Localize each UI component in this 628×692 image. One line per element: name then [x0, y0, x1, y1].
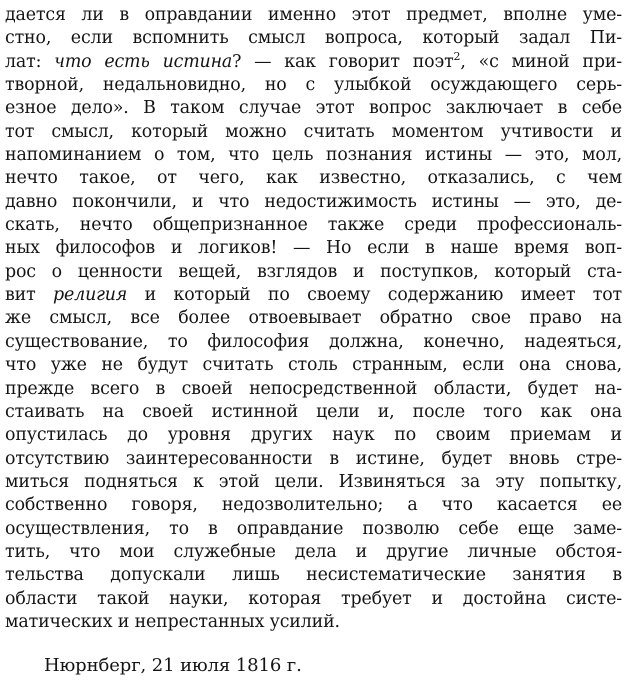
- text-line: опустилась до уровня других наук по своим приемам и: [5, 425, 622, 446]
- text-line: тот смысл, который можно считать моментом учтивости и: [5, 121, 622, 142]
- text-line: ных философов и логиков! — Но если в наше время воп-: [5, 238, 622, 259]
- text-line: давно покончили, и что недостижимость истины — это, де-: [5, 191, 622, 212]
- text-fragment: лат:: [5, 51, 55, 72]
- text-line: напоминанием о том, что цель познания истины — это, мол,: [5, 145, 622, 166]
- text-line: существование, то философия должна, конечно, надеяться,: [5, 331, 622, 352]
- text-line: тить, что мои служебные дела и другие личные обстоя-: [5, 541, 622, 562]
- text-line: области такой науки, которая требует и достойна систе-: [5, 588, 622, 609]
- footnote-marker: 2: [453, 50, 461, 63]
- text-line: стно, если вспомнить смысл вопроса, который задал Пи-: [5, 28, 622, 49]
- text-line: прежде всего в своей непосредственной области, будет на-: [5, 378, 622, 399]
- place-date-signature: Нюрнберг, 21 июля 1816 г.: [44, 655, 302, 676]
- text-line: миться подняться к этой цели. Извиняться за эту попытку,: [5, 471, 622, 492]
- text-line: нечто такое, от чего, как известно, отказались, с чем: [5, 168, 622, 189]
- text-line: скать, нечто общепризнанное также среди профессиональ-: [5, 215, 622, 236]
- text-line: [5, 284, 622, 307]
- text-line: собственно говоря, недозволительно; а что касается ее: [5, 495, 622, 516]
- text-line: отсутствию заинтересованности в истине, будет вновь стре-: [5, 448, 622, 469]
- text-line: дается ли в оправдании именно этот предмет, вполне уме-: [5, 5, 622, 25]
- text-fragment: и который по своему содержанию имеет тот: [127, 285, 622, 306]
- text-line: же смысл, все более отвоевывает обратно свое право на: [5, 308, 622, 329]
- italic-term: религия: [53, 285, 128, 306]
- body-paragraph: [5, 4, 622, 634]
- text-line: рос о ценности вещей, взглядов и поступков, который ста-: [5, 261, 622, 282]
- text-fragment: ? — как говорит поэт: [232, 51, 454, 72]
- text-fragment: , «с миной при-: [460, 51, 622, 72]
- italic-quote: что есть истина: [54, 51, 233, 72]
- text-line: творной, недальновидно, но с улыбкой осуждающего серь-: [5, 75, 622, 96]
- text-line: тельства допускали лишь несистематические занятия в: [5, 565, 622, 586]
- text-line: что уже не будут считать столь странным, если она снова,: [5, 355, 622, 376]
- text-line: стаивать на своей истинной цели и, после того как она: [5, 401, 622, 422]
- text-line-last: матических и непрестанных усилий.: [5, 611, 340, 632]
- text-fragment: вит: [5, 285, 54, 306]
- text-line: езное дело». В таком случае этот вопрос заключает в себе: [5, 98, 622, 119]
- text-line: осуществления, то в оправдание позволю себе еще заме-: [5, 518, 622, 539]
- text-line: [5, 51, 622, 74]
